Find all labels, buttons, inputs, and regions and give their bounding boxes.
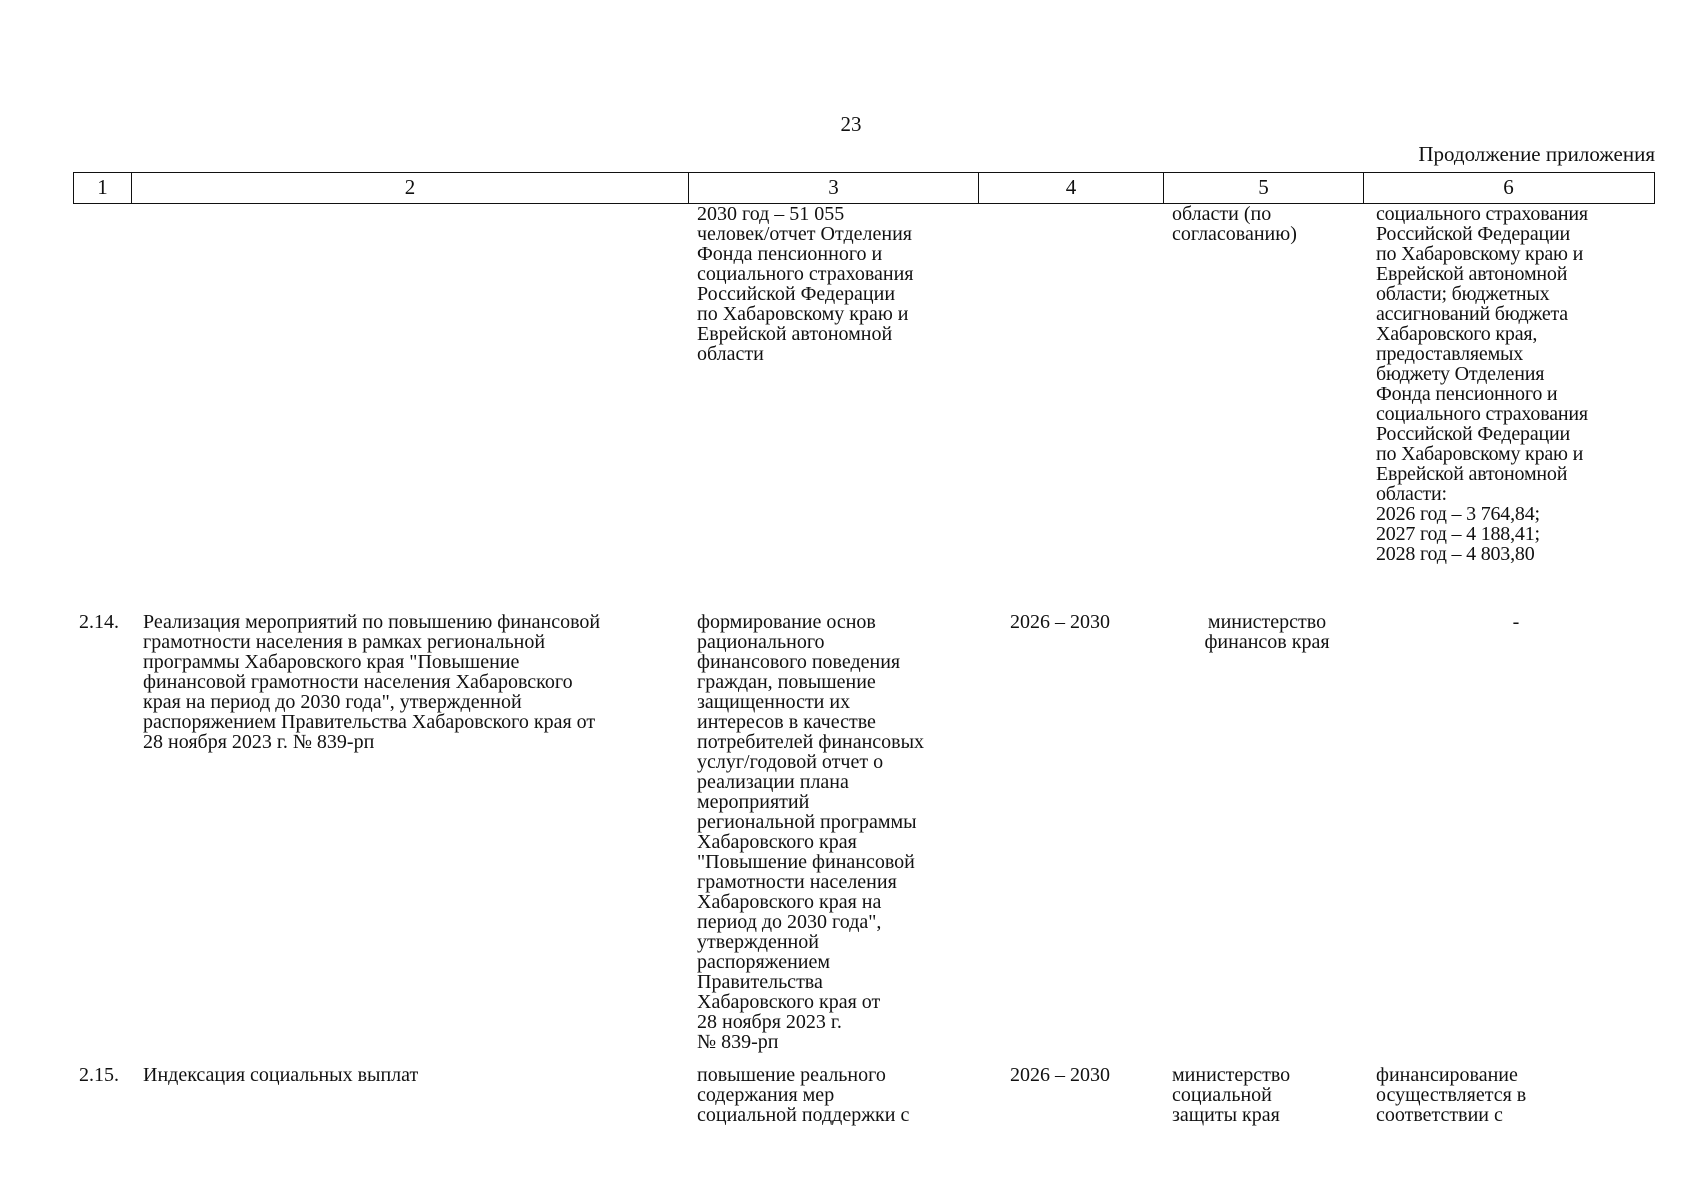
table-header xyxy=(73,172,1655,204)
row-number: 2.14. xyxy=(79,611,119,633)
header-col-2: 2 xyxy=(131,173,688,203)
header-col-4: 4 xyxy=(978,173,1163,203)
funding-cell: финансирование осуществляется в соответствии с xyxy=(1376,1064,1527,1126)
header-col-3: 3 xyxy=(688,173,978,203)
header-col-5: 5 xyxy=(1163,173,1363,203)
header-col-1: 1 xyxy=(97,175,108,199)
result-cell: повышение реального содержания мер социальной поддержки с xyxy=(697,1064,910,1126)
funding-cell: - xyxy=(1512,611,1520,633)
continued-executor-cell: области (по согласованию) xyxy=(1172,203,1297,245)
measure-name-cell: Реализация мероприятий по повышению финансовой грамотности населения в рамках региональной программы Хабаровского края "Повышение финансовой грамотности населения Хабаровского края на период до 2030 года", утвержденной распоряжением Правительства Хабаровского края от 28 ноября 2023 г. № 839-рп xyxy=(143,611,601,753)
row-number: 2.15. xyxy=(79,1064,119,1086)
header-col-6: 6 xyxy=(1363,173,1653,203)
continued-result-cell: 2030 год – 51 055 человек/отчет Отделения Фонда пенсионного и социального страхования Российской Федерации по Хабаровскому краю и Еврейской автономной области xyxy=(697,203,914,365)
result-cell: формирование основ рационального финансового поведения граждан, повышение защищенности их интересов в качестве потребителей финансовых услуг/годовой отчет о реализации плана мероприятий региональной программы Хабаровского края "Повышение финансовой грамотности населения Хабаровского края на период до 2030 года", утвержденной распоряжением Правительства Хабаровского края от 28 ноября 2023 г. № 839-рп xyxy=(697,611,925,1053)
executor-cell: министерство социальной защиты края xyxy=(1172,1064,1291,1126)
measure-name-cell: Индексация социальных выплат xyxy=(143,1064,419,1086)
period-cell: 2026 – 2030 xyxy=(1010,1064,1110,1086)
executor-cell: министерство финансов края xyxy=(1204,611,1330,653)
period-cell: 2026 – 2030 xyxy=(1010,611,1110,633)
continuation-label: Продолжение приложения xyxy=(1418,142,1655,166)
page-number: 23 xyxy=(840,112,862,136)
continued-funding-cell: социального страхования Российской Федерации по Хабаровскому краю и Еврейской автономной области; бюджетных ассигнований бюджета Хабаровского края, предоставляемых бюджету Отделения Фонда пенсионного и социального страхования Российской Федерации по Хабаровскому краю и Еврейской автономной области: 2026 год – 3 764,84; 2027 год – 4 188,41; 2028 год – 4 803,80 xyxy=(1376,203,1588,565)
